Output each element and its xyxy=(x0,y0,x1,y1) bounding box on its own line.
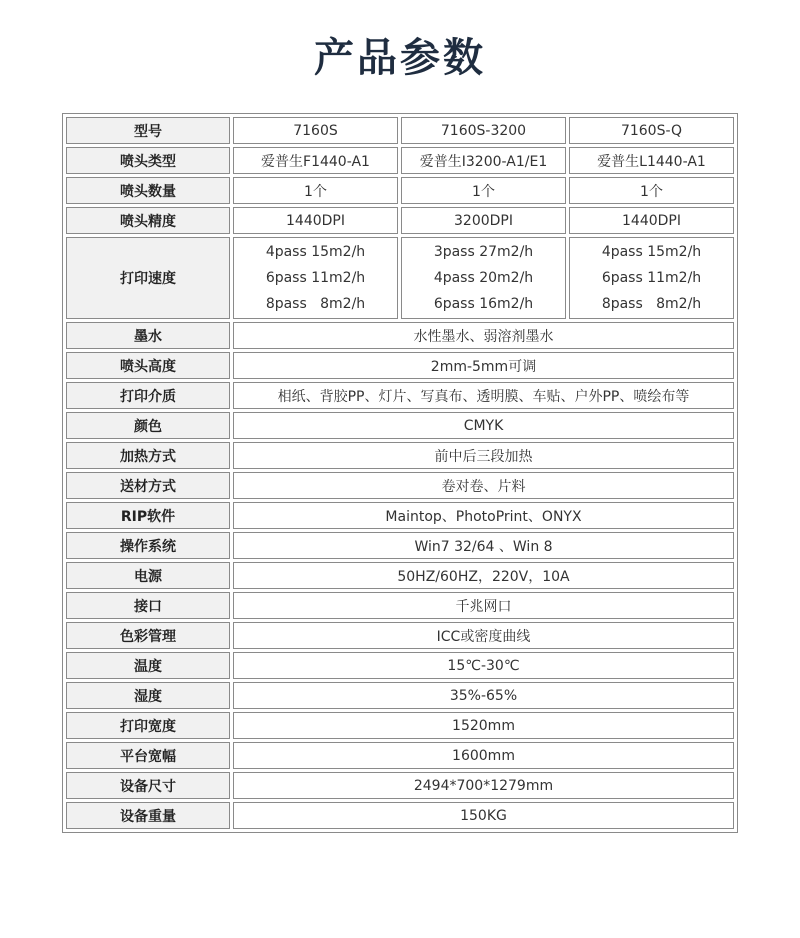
table-row xyxy=(66,502,734,529)
row-label: 接口 xyxy=(66,592,230,619)
value-cell: 1440DPI xyxy=(569,207,734,234)
table-row xyxy=(66,322,734,349)
row-label: 喷头类型 xyxy=(66,147,230,174)
value-cell: 水性墨水、弱溶剂墨水 xyxy=(233,322,734,349)
table-row xyxy=(66,742,734,769)
page-title: 产品参数 xyxy=(314,35,486,81)
value-cell: ICC或密度曲线 xyxy=(233,622,734,649)
speed-line: 8pass 8m2/h xyxy=(265,296,366,312)
value-cell: 3200DPI xyxy=(401,207,566,234)
value-cell: 1600mm xyxy=(233,742,734,769)
table-row xyxy=(66,592,734,619)
speed-line: 3pass 27m2/h xyxy=(433,244,534,260)
speed-cell xyxy=(233,237,398,319)
value-cell: 爱普生F1440-A1 xyxy=(233,147,398,174)
shared-rows xyxy=(66,322,734,829)
row-label: 型号 xyxy=(66,117,230,144)
table-row-head-type xyxy=(66,147,734,174)
value-cell: 爱普生I3200-A1/E1 xyxy=(401,147,566,174)
speed-line: 4pass 15m2/h xyxy=(601,244,702,260)
row-label: 颜色 xyxy=(66,412,230,439)
table-row xyxy=(66,532,734,559)
value-cell: 1520mm xyxy=(233,712,734,739)
table-row-head-precision xyxy=(66,207,734,234)
row-label: 加热方式 xyxy=(66,442,230,469)
row-label: 温度 xyxy=(66,652,230,679)
speed-line: 6pass 11m2/h xyxy=(601,270,702,286)
table-row xyxy=(66,412,734,439)
table-row xyxy=(66,472,734,499)
table-row xyxy=(66,712,734,739)
spec-table xyxy=(62,113,738,833)
row-label: 打印介质 xyxy=(66,382,230,409)
table-row xyxy=(66,772,734,799)
table-row xyxy=(66,442,734,469)
value-cell: 相纸、背胶PP、灯片、写真布、透明膜、车贴、户外PP、喷绘布等 xyxy=(233,382,734,409)
speed-cell xyxy=(569,237,734,319)
value-cell: 50HZ/60HZ，220V，10A xyxy=(233,562,734,589)
row-label: 喷头数量 xyxy=(66,177,230,204)
value-cell: 卷对卷、片料 xyxy=(233,472,734,499)
table-row xyxy=(66,622,734,649)
row-label: 打印速度 xyxy=(66,237,230,319)
table-row xyxy=(66,562,734,589)
speed-cell xyxy=(401,237,566,319)
speed-line: 8pass 8m2/h xyxy=(601,296,702,312)
value-cell: 爱普生L1440-A1 xyxy=(569,147,734,174)
table-row xyxy=(66,352,734,379)
value-cell: 千兆网口 xyxy=(233,592,734,619)
row-label: 喷头高度 xyxy=(66,352,230,379)
value-cell: 150KG xyxy=(233,802,734,829)
row-label: 设备重量 xyxy=(66,802,230,829)
value-cell: 1个 xyxy=(569,177,734,204)
speed-line: 4pass 15m2/h xyxy=(265,244,366,260)
model-cell: 7160S-Q xyxy=(569,117,734,144)
value-cell: 2mm-5mm可调 xyxy=(233,352,734,379)
speed-line: 4pass 20m2/h xyxy=(433,270,534,286)
row-label: 电源 xyxy=(66,562,230,589)
row-label: 喷头精度 xyxy=(66,207,230,234)
value-cell: 1440DPI xyxy=(233,207,398,234)
value-cell: 15℃-30℃ xyxy=(233,652,734,679)
row-label: 设备尺寸 xyxy=(66,772,230,799)
value-cell: Maintop、PhotoPrint、ONYX xyxy=(233,502,734,529)
row-label: 湿度 xyxy=(66,682,230,709)
value-cell: CMYK xyxy=(233,412,734,439)
row-label: 色彩管理 xyxy=(66,622,230,649)
row-label: 墨水 xyxy=(66,322,230,349)
table-row-print-speed xyxy=(66,237,734,319)
speed-line: 6pass 16m2/h xyxy=(433,296,534,312)
model-cell: 7160S xyxy=(233,117,398,144)
table-row xyxy=(66,682,734,709)
row-label: 打印宽度 xyxy=(66,712,230,739)
table-row xyxy=(66,652,734,679)
table-row-model xyxy=(66,117,734,144)
table-row xyxy=(66,382,734,409)
row-label: 操作系统 xyxy=(66,532,230,559)
table-row-head-count xyxy=(66,177,734,204)
value-cell: 1个 xyxy=(233,177,398,204)
model-cell: 7160S-3200 xyxy=(401,117,566,144)
row-label: 送材方式 xyxy=(66,472,230,499)
value-cell: 前中后三段加热 xyxy=(233,442,734,469)
row-label: 平台宽幅 xyxy=(66,742,230,769)
value-cell: 2494*700*1279mm xyxy=(233,772,734,799)
value-cell: Win7 32/64 、Win 8 xyxy=(233,532,734,559)
value-cell: 35%-65% xyxy=(233,682,734,709)
speed-line: 6pass 11m2/h xyxy=(265,270,366,286)
value-cell: 1个 xyxy=(401,177,566,204)
table-row xyxy=(66,802,734,829)
row-label: RIP软件 xyxy=(66,502,230,529)
